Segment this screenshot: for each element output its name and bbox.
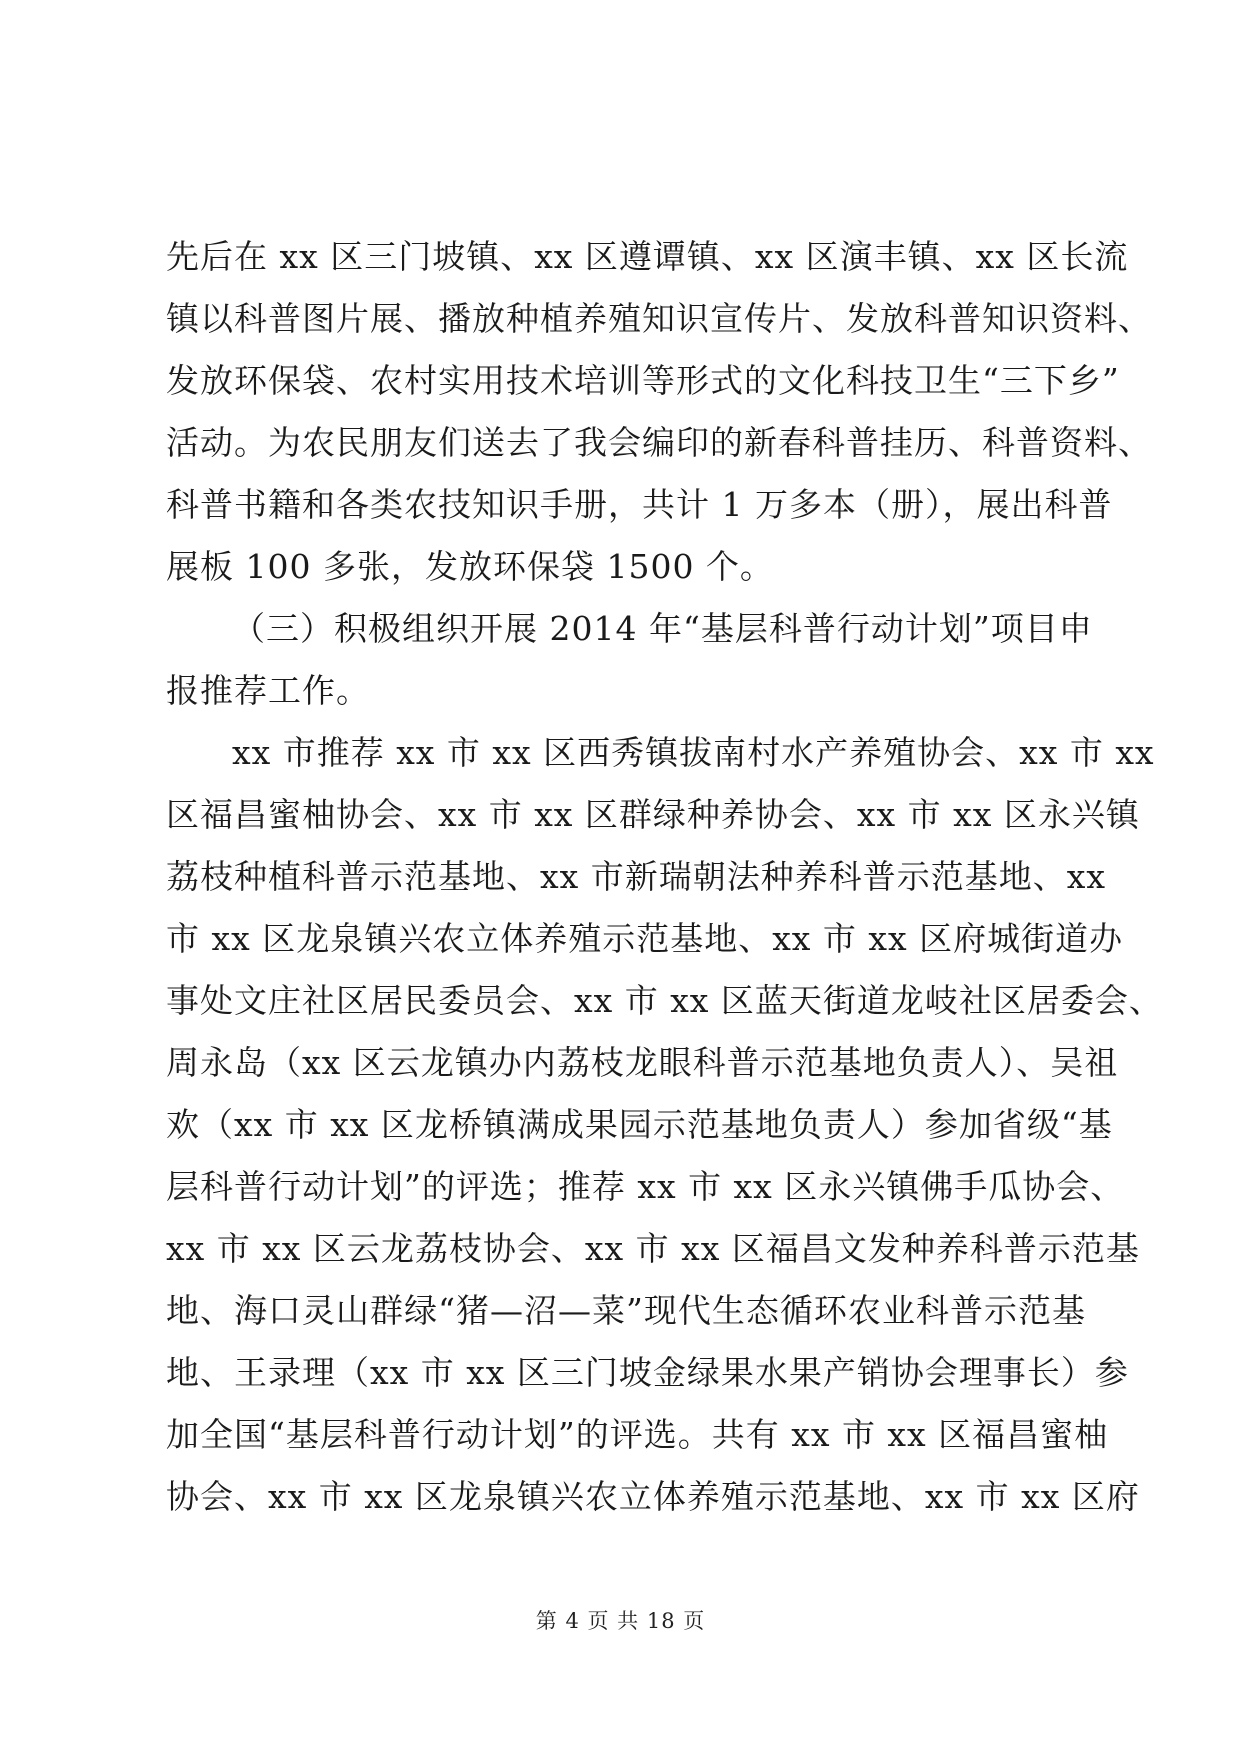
text-line: 地、王录理（xx 市 xx 区三门坡金绿果水果产销协会理事长）参 [166,1353,1129,1392]
text-line: 市 xx 区龙泉镇兴农立体养殖示范基地、xx 市 xx 区府城街道办 [166,919,1124,958]
text-line: 事处文庄社区居民委员会、xx 市 xx 区蓝天街道龙岐社区居委会、 [166,981,1163,1020]
text-line: 镇以科普图片展、播放种植养殖知识宣传片、发放科普知识资料、 [166,299,1152,338]
text-line: 加全国“基层科普行动计划”的评选。共有 xx 市 xx 区福昌蜜柚 [166,1415,1109,1454]
text-line: 科普书籍和各类农技知识手册，共计 1 万多本（册），展出科普 [166,485,1113,524]
document-body [166,226,1163,1528]
text-line: 地、海口灵山群绿“猪—沼—菜”现代生态循环农业科普示范基 [166,1291,1086,1330]
text-line: 协会、xx 市 xx 区龙泉镇兴农立体养殖示范基地、xx 市 xx 区府 [166,1477,1140,1516]
text-line: 周永岛（xx 区云龙镇办内荔枝龙眼科普示范基地负责人）、吴祖 [166,1043,1119,1082]
text-line: xx 市 xx 区云龙荔枝协会、xx 市 xx 区福昌文发种养科普示范基 [166,1229,1140,1268]
page-number-footer: 第 4 页 共 18 页 [535,1609,706,1633]
paragraph-1 [166,226,1152,598]
text-line: 层科普行动计划”的评选；推荐 xx 市 xx 区永兴镇佛手瓜协会、 [166,1167,1125,1206]
text-line: 区福昌蜜柚协会、xx 市 xx 区群绿种养协会、xx 市 xx 区永兴镇 [166,795,1140,834]
text-line: 活动。为农民朋友们送去了我会编印的新春科普挂历、科普资料、 [166,423,1152,462]
text-line: 报推荐工作。 [166,671,370,710]
text-line: 荔枝种植科普示范基地、xx 市新瑞朝法种养科普示范基地、xx [166,857,1106,896]
text-line: 展板 100 多张，发放环保袋 1500 个。 [166,547,774,586]
text-line: （三）积极组织开展 2014 年“基层科普行动计划”项目申 [232,609,1093,648]
section-heading-paragraph [166,598,1093,722]
text-line: 发放环保袋、农村实用技术培训等形式的文化科技卫生“三下乡” [166,361,1120,400]
text-line: 欢（xx 市 xx 区龙桥镇满成果园示范基地负责人）参加省级“基 [166,1105,1113,1144]
paragraph-3 [166,722,1163,1528]
text-line: xx 市推荐 xx 市 xx 区西秀镇拔南村水产养殖协会、xx 市 xx [232,733,1155,772]
text-line: 先后在 xx 区三门坡镇、xx 区遵谭镇、xx 区演丰镇、xx 区长流 [166,237,1129,276]
